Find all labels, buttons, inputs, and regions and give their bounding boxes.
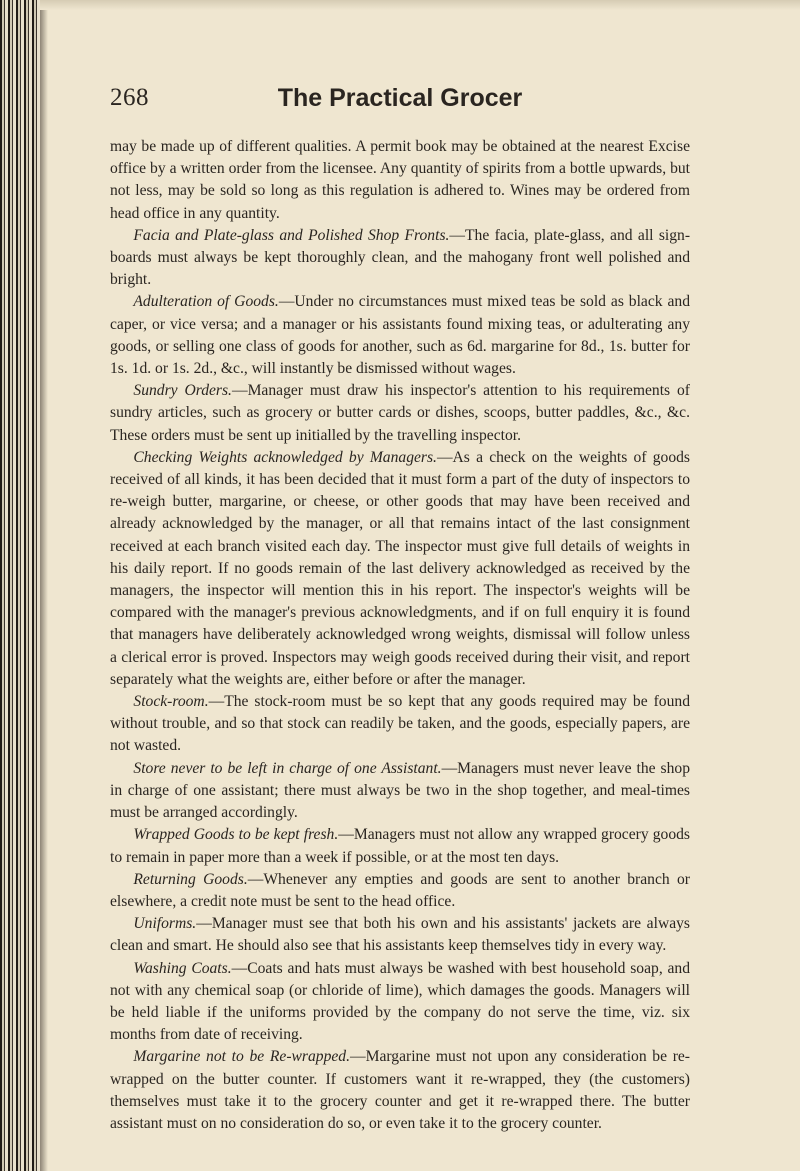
paragraph-text: —Manager must draw his inspector's attention to his requirements of sundry articles, such as grocery or butter cards or dishes, scoops, butter paddles, &c., &c. These orders must be sent up initialled by the travelling inspector.	[110, 382, 690, 444]
paragraph-text: —The facia, plate-glass, and all sign-boards must always be kept thoroughly clean, and the mahogany front well polished and bright.	[110, 226, 691, 289]
paragraph-text: —Manager must see that both his own and his assistants' jackets are always clean and smart. He should also see that his assistants keep themselves tidy in every way.	[110, 915, 690, 955]
paragraph	[110, 913, 690, 957]
paragraph	[110, 869, 690, 913]
paragraph	[110, 1046, 690, 1135]
paragraph-text: —Coats and hats must always be washed with best household soap, and not with any chemical soap (or chloride of lime), which damages the goods. Managers will be held liable if the uniforms provided by the company do not serve the time, viz. six months from date of receiving.	[110, 959, 691, 1044]
page-number: 268	[110, 84, 149, 111]
paragraph	[110, 447, 690, 691]
paragraph-text: —The stock-room must be so kept that any goods required may be found without trouble, and so that stock can readily be taken, and the goods, especially papers, are not wasted.	[110, 693, 690, 755]
body-text	[110, 136, 690, 1135]
gutter-shadow	[40, 0, 48, 1171]
paragraph-heading: Adulteration of Goods.	[133, 293, 279, 311]
paragraph-heading: Wrapped Goods to be kept fresh.	[133, 826, 339, 844]
paragraph	[110, 824, 690, 868]
running-head	[110, 84, 690, 120]
paragraph-text: —Margarine must not upon any consideration be re-wrapped on the butter counter. If customers want it re-wrapped, they (the customers) themselves must take it to the grocery counter and get it re-wrapped there. The butter assistant must on no consideration do so, or even take it to the grocery counter.	[110, 1048, 690, 1132]
paragraph-heading: Facia and Plate-glass and Polished Shop Fronts.	[133, 226, 450, 244]
paragraph-text: —As a check on the weights of goods received of all kinds, it has been decided that it must form a part of the duty of inspectors to re-weigh butter, margarine, or cheese, or other goods that may have been received and already acknowledged by the manager, or all that remains intact of the last consignment received at each branch visited each day. The inspector must give full details of weights in his daily report. If no goods remain of the last delivery acknowledged as received by the managers, the inspector will mention this in his report. The inspector's weights will be compared with the manager's previous acknowledgments, and if on full enquiry it is found that managers have deliberately acknowledged wrong weights, dismissal will follow unless a clerical error is proved. Inspectors may weigh goods received during their visit, and report separately what the weights are, either before or after the manager.	[110, 448, 690, 688]
paragraph	[110, 225, 690, 292]
paragraph-heading: Stock-room.	[133, 693, 209, 711]
paragraph-text: may be made up of different qualities. A permit book may be obtained at the nearest Excise office by a written order from the licensee. Any quantity of spirits from a bottle upwards, but not less, may be sold so long as this regulation is adhered to. Wines may be ordered from head office in any quantity.	[110, 138, 690, 222]
paragraph-text: —Under no circumstances must mixed teas be sold as black and caper, or vice versa; and a manager or his assistants found mixing teas, or adulterating any goods, or selling one class of goods for another, such as 6d. margarine for 8d., 1s. butter for 1s. 1d. or 1s. 2d., &c., will instantly be dismissed without wages.	[110, 293, 691, 378]
paragraph-heading: Returning Goods.	[133, 870, 248, 888]
paragraph-heading: Washing Coats.	[133, 959, 232, 977]
paragraph	[110, 691, 690, 758]
running-title: The Practical Grocer	[277, 84, 523, 112]
book-spine-edge	[0, 0, 40, 1171]
book-page	[110, 84, 690, 1135]
paragraph-text: —Managers must never leave the shop in charge of one assistant; there must always be two in the shop together, and meal-times must be arranged accordingly.	[110, 759, 690, 822]
paragraph-heading: Checking Weights acknowledged by Managers.	[133, 448, 437, 466]
paragraph	[110, 136, 690, 225]
paragraph	[110, 758, 690, 825]
paragraph-heading: Sundry Orders.	[133, 382, 232, 400]
paragraph-heading: Uniforms.	[133, 915, 197, 933]
paragraph-heading: Margarine not to be Re-wrapped.	[133, 1048, 350, 1066]
paragraph-text: —Managers must not allow any wrapped grocery goods to remain in paper more than a week if possible, or at the most ten days.	[110, 826, 690, 866]
top-page-shadow	[40, 0, 800, 10]
paragraph	[110, 958, 690, 1047]
paragraph	[110, 291, 690, 380]
paragraph-heading: Store never to be left in charge of one Assistant.	[133, 759, 442, 777]
paragraph	[110, 380, 690, 447]
paragraph-text: —Whenever any empties and goods are sent to another branch or elsewhere, a credit note must be sent to the head office.	[110, 870, 690, 910]
